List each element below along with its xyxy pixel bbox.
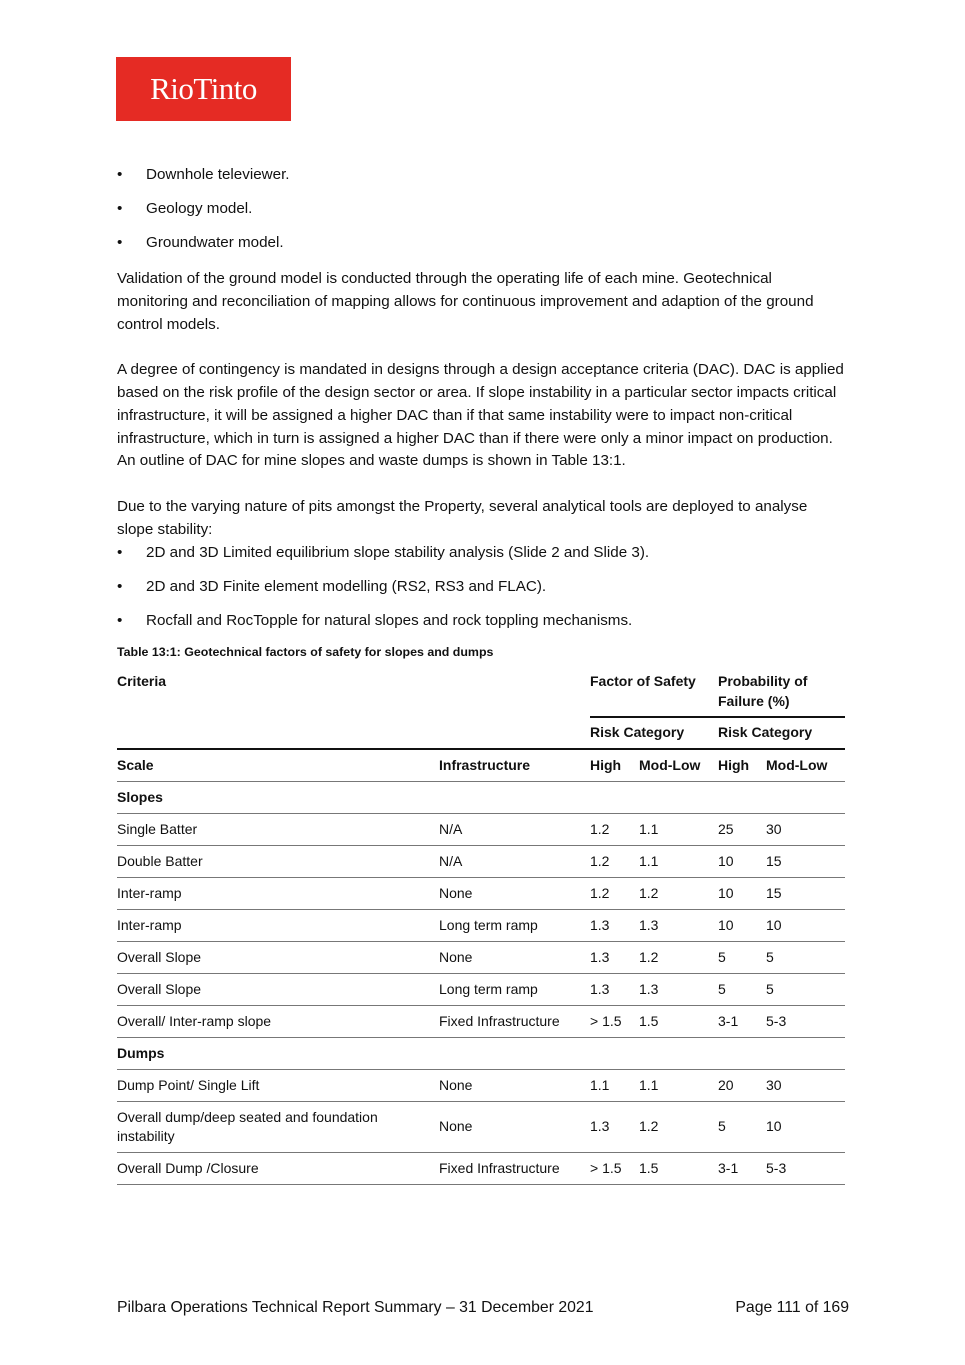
table-caption: Table 13:1: Geotechnical factors of safety for slopes and dumps [117, 644, 494, 659]
page-content [117, 164, 845, 1185]
section-dumps: Dumps [117, 1037, 845, 1069]
table-cell: Overall/ Inter-ramp slope [117, 1005, 439, 1037]
header-factor-of-safety: Factor of Safety [590, 672, 696, 689]
table-cell: 3-1 [718, 1005, 766, 1037]
table-cell: 1.1 [639, 1069, 718, 1101]
table-row [117, 973, 845, 1005]
table-cell: 1.2 [639, 941, 718, 973]
table-row [117, 909, 845, 941]
header-modlow-fos: Mod-Low [639, 749, 718, 782]
table-cell: 10 [766, 1101, 845, 1152]
paragraph-tools: Due to the varying nature of pits amongst the Property, several analytical tools are deployed to analyse slope stability: [117, 497, 808, 538]
table-cell: None [439, 941, 590, 973]
table-cell: 5 [766, 941, 845, 973]
list-item: • 2D and 3D Finite element modelling (RS2, RS3 and FLAC). [117, 576, 845, 610]
rio-tinto-logo [116, 57, 291, 121]
list-item: • Rocfall and RocTopple for natural slopes and rock toppling mechanisms. [117, 610, 845, 644]
table-cell: 25 [718, 813, 766, 845]
table-row [117, 877, 845, 909]
table-row [117, 1101, 845, 1152]
table-cell: 5 [766, 973, 845, 1005]
table-cell: 1.3 [590, 909, 639, 941]
table-cell: 1.2 [590, 845, 639, 877]
list-item: • Geology model. [117, 198, 845, 232]
table-cell: Overall dump/deep seated and foundation instability [117, 1101, 439, 1152]
paragraph-validation: Validation of the ground model is conducted through the operating life of each mine. Geotechnical monitoring and reconciliation of mapping allows for continuous improvement and adaption of the ground control models. [117, 270, 814, 333]
table-cell: 30 [766, 813, 845, 845]
header-criteria: Criteria [117, 672, 167, 689]
table-row [117, 1005, 845, 1037]
paragraph-dac: A degree of contingency is mandated in designs through a design acceptance criteria (DAC). DAC is applied based on the risk profile of the design sector or area. If slope instability in a particular sector impacts critical infrastructure, it will be assigned a higher DAC than if that same instability were to impact non-critical infrastructure, which in turn is assigned a higher DAC than if there were only a minor impact on production. An outline of DAC for mine slopes and waste dumps is shown in Table 13:1. [117, 361, 844, 470]
table-cell: Double Batter [117, 845, 439, 877]
header-modlow-pof: Mod-Low [766, 749, 845, 782]
table-cell: 5 [718, 973, 766, 1005]
table-cell: Dump Point/ Single Lift [117, 1069, 439, 1101]
table-row [117, 1152, 845, 1184]
table-cell: 5-3 [766, 1005, 845, 1037]
list-item: • Groundwater model. [117, 232, 845, 266]
table-cell: N/A [439, 845, 590, 877]
table-cell: > 1.5 [590, 1152, 639, 1184]
table-cell: 1.2 [590, 813, 639, 845]
table-cell: 1.3 [639, 909, 718, 941]
table-cell: None [439, 1069, 590, 1101]
header-high-pof: High [718, 749, 766, 782]
table-cell: 5-3 [766, 1152, 845, 1184]
table-cell: 15 [766, 845, 845, 877]
table-cell: 1.3 [639, 973, 718, 1005]
table-cell: 1.2 [639, 1101, 718, 1152]
table-cell: 1.3 [590, 973, 639, 1005]
table-cell: 10 [718, 845, 766, 877]
list-item: • 2D and 3D Limited equilibrium slope stability analysis (Slide 2 and Slide 3). [117, 542, 845, 576]
table-cell: 10 [718, 909, 766, 941]
table-cell: 10 [766, 909, 845, 941]
page-footer [117, 1299, 849, 1317]
section-slopes: Slopes [117, 781, 845, 813]
table-cell: 1.1 [590, 1069, 639, 1101]
safety-factors-table [117, 669, 845, 1185]
table-cell: 1.3 [590, 941, 639, 973]
slopes-rows [117, 813, 845, 1037]
table-row [117, 845, 845, 877]
table-cell: Inter-ramp [117, 909, 439, 941]
table-cell: 5 [718, 941, 766, 973]
footer-title: Pilbara Operations Technical Report Summary – 31 December 2021 [117, 1299, 594, 1316]
table-cell: Fixed Infrastructure [439, 1005, 590, 1037]
table-cell: 1.2 [639, 877, 718, 909]
header-scale: Scale [117, 749, 439, 782]
table-cell: Long term ramp [439, 909, 590, 941]
header-risk-category-pof: Risk Category [718, 717, 845, 749]
table-cell: 1.3 [590, 1101, 639, 1152]
header-infrastructure: Infrastructure [439, 749, 590, 782]
table-cell: Overall Slope [117, 973, 439, 1005]
table-cell: Overall Slope [117, 941, 439, 973]
table-cell: 1.1 [639, 813, 718, 845]
table-cell: None [439, 877, 590, 909]
table-cell: 10 [718, 877, 766, 909]
table-cell: 1.5 [639, 1005, 718, 1037]
list-item: • Downhole televiewer. [117, 164, 845, 198]
header-high-fos: High [590, 749, 639, 782]
table-cell: Overall Dump /Closure [117, 1152, 439, 1184]
table-cell: 1.5 [639, 1152, 718, 1184]
logo-text: RioTinto [150, 71, 257, 106]
table-cell: 3-1 [718, 1152, 766, 1184]
table-cell: > 1.5 [590, 1005, 639, 1037]
table-cell: 1.2 [590, 877, 639, 909]
header-risk-category-fos: Risk Category [590, 717, 718, 749]
table-cell: N/A [439, 813, 590, 845]
table-cell: Inter-ramp [117, 877, 439, 909]
page-number: Page 111 of 169 [735, 1299, 849, 1316]
table-cell: Fixed Infrastructure [439, 1152, 590, 1184]
table-row [117, 1069, 845, 1101]
data-sources-list [117, 164, 845, 266]
table-row [117, 813, 845, 845]
table-cell: 20 [718, 1069, 766, 1101]
header-probability-of-failure: Probability of Failure (%) [718, 672, 808, 709]
table-cell: None [439, 1101, 590, 1152]
table-cell: Single Batter [117, 813, 439, 845]
analysis-tools-list [117, 542, 845, 644]
table-cell: 15 [766, 877, 845, 909]
table-cell: 5 [718, 1101, 766, 1152]
table-cell: 30 [766, 1069, 845, 1101]
table-row [117, 941, 845, 973]
dumps-rows [117, 1069, 845, 1184]
table-cell: Long term ramp [439, 973, 590, 1005]
table-cell: 1.1 [639, 845, 718, 877]
